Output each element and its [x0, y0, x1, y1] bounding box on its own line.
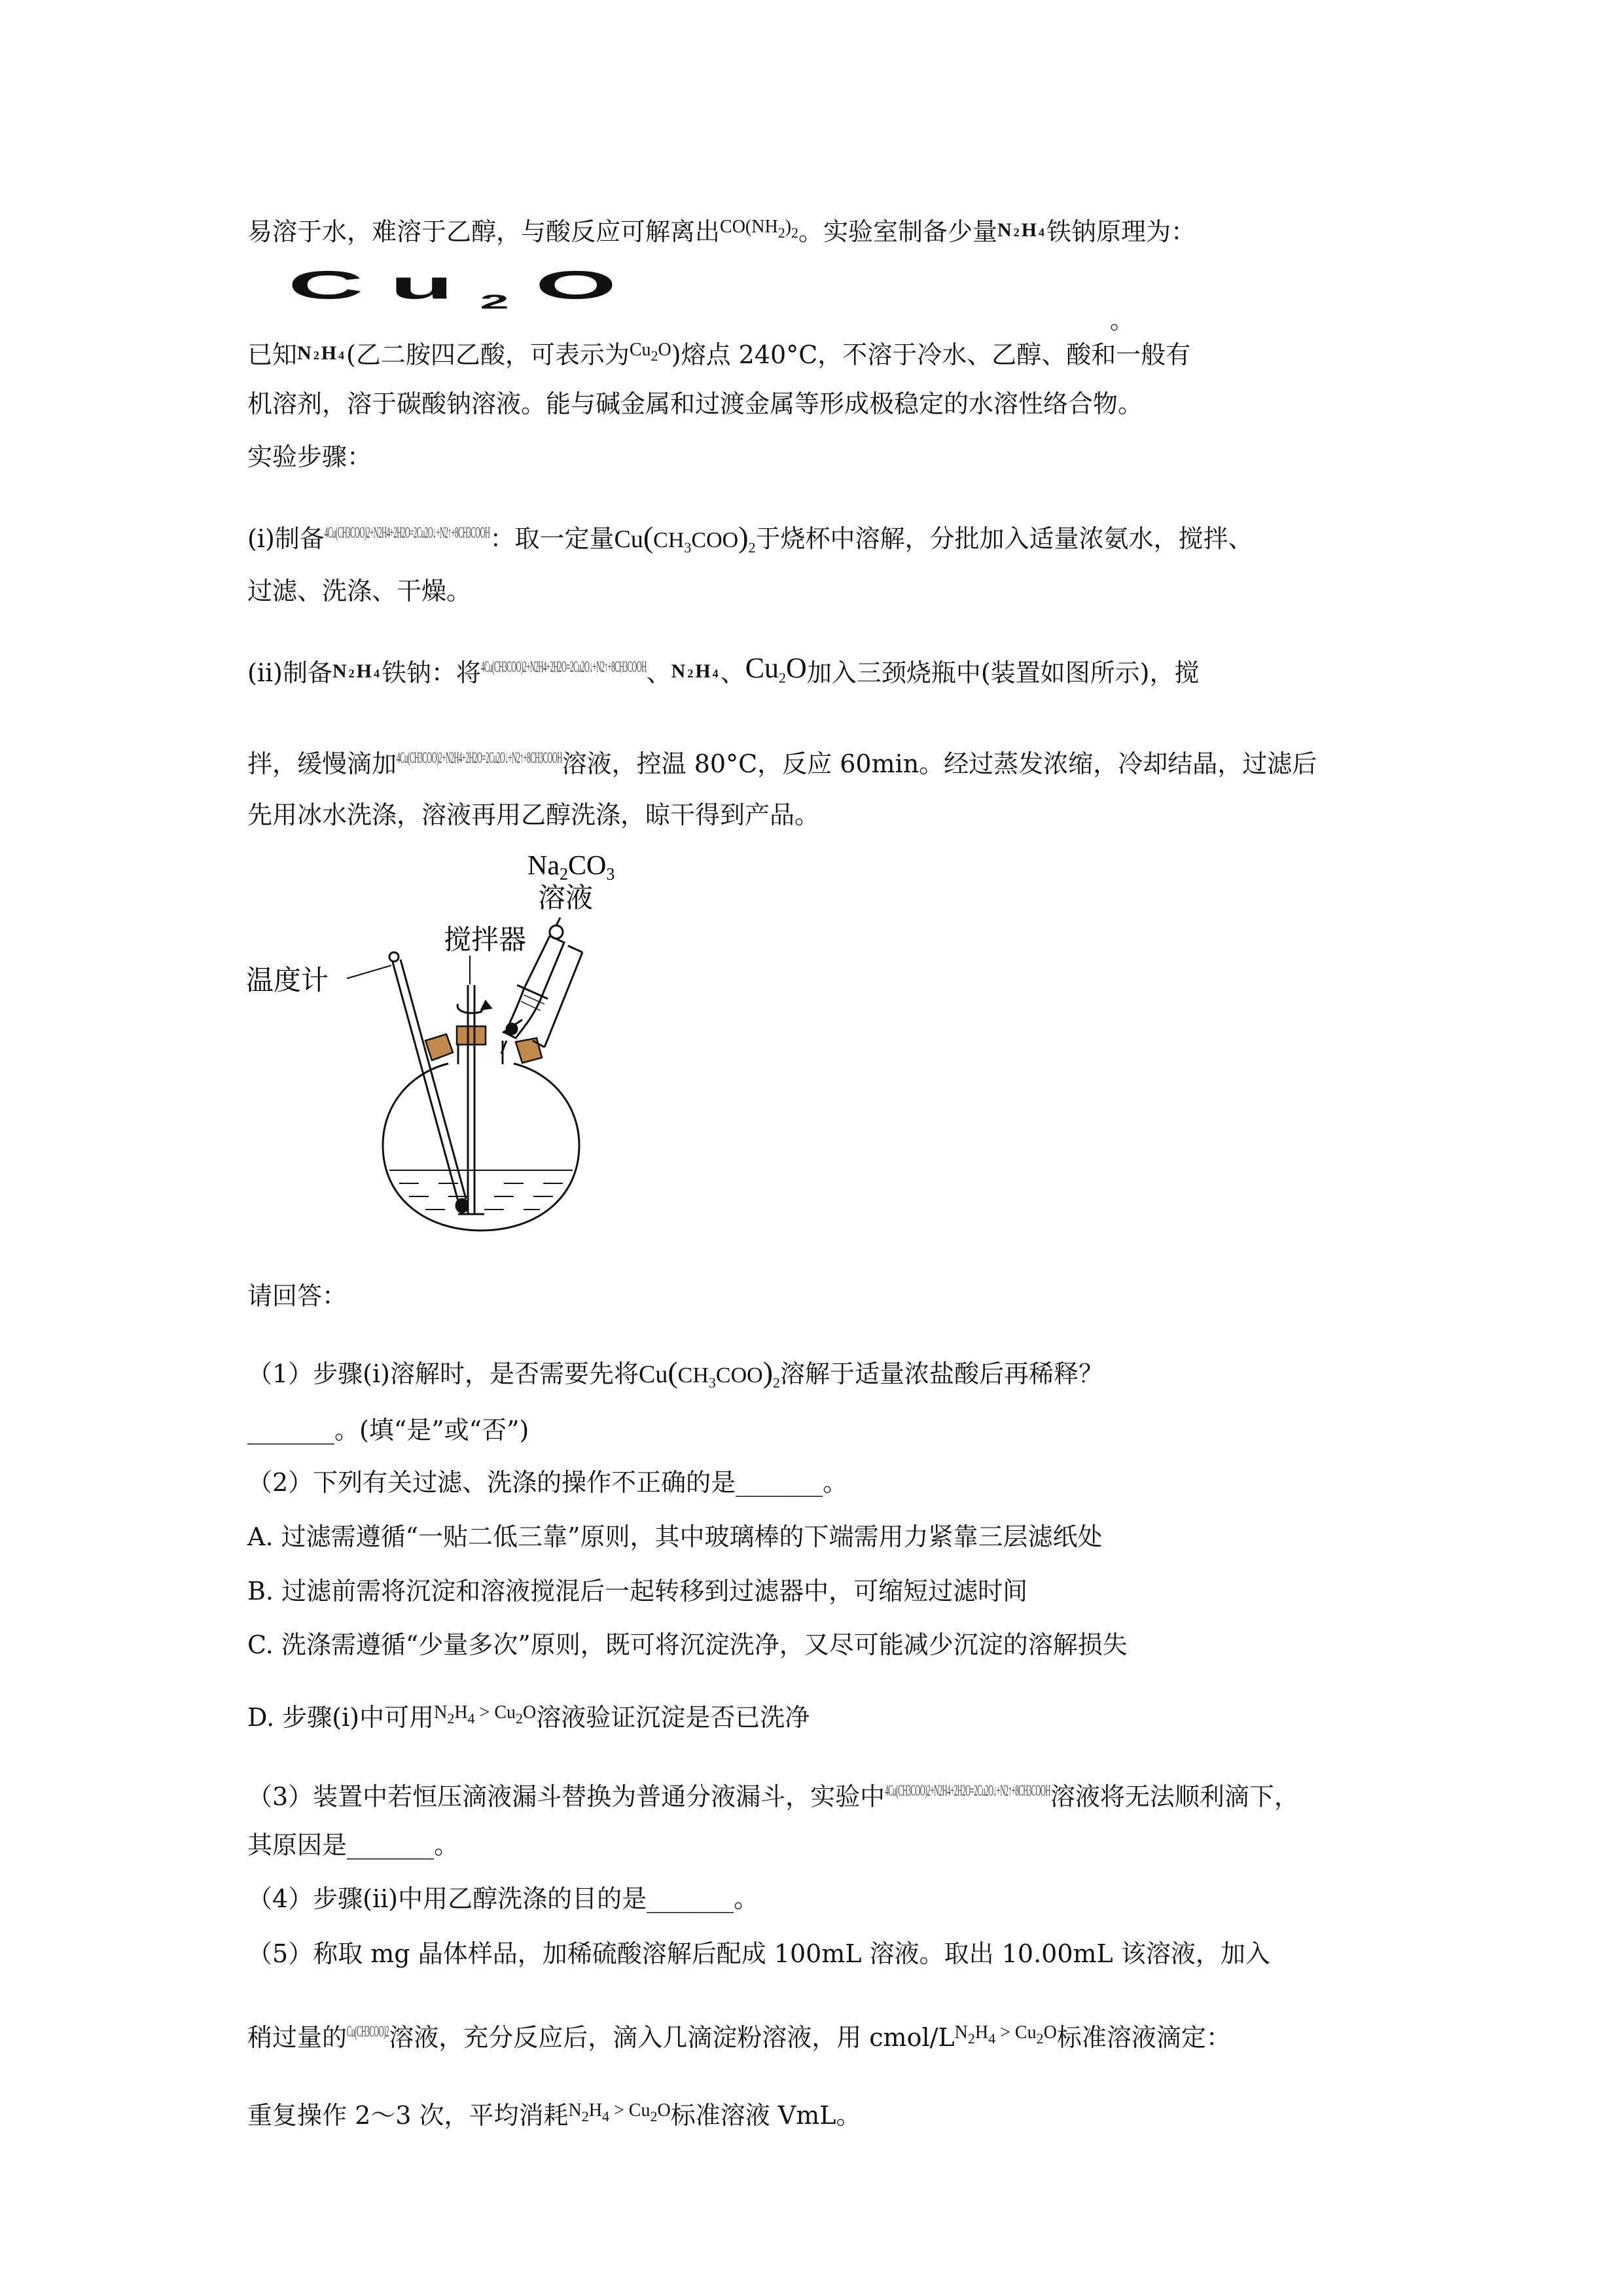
- stirrer-label: 搅拌器: [444, 925, 527, 956]
- copper-acetate-formula: $Cu(CH_3COO)_2$: [614, 520, 756, 556]
- step-1-line-2: 过滤、洗涤、干燥。: [247, 577, 472, 605]
- question-1-line-1: （1）步骤(ⅰ)溶解时，是否需要先将$Cu(CH_3COO)_2$溶解于适量浓盐酸后再稀释？: [247, 1355, 1104, 1391]
- step-1-line-1: (ⅰ)制备4Cu(CH3COO)2+N2H4+2H2O=2Cu2O↓+N2↑+8CH3COOH：取一定量$Cu(CH_3COO)_2$于烧杯中溶解，分批加入适量浓氨水，搅拌、: [247, 517, 1253, 564]
- n2h4-formula: N2H4: [997, 219, 1047, 241]
- urea-formula: CO(NH2)2: [720, 217, 799, 241]
- n2h4-cu2o-formula: N2H4 > Cu2O: [568, 2100, 671, 2125]
- option-b: B. 过滤前需将沉淀和溶液搅混后一起转移到过滤器中，可缩短过滤时间: [247, 1577, 1028, 1605]
- option-c: C. 洗涤需遵循“少量多次”原则，既可将沉淀洗净，又尽可能减少沉淀的溶解损失: [247, 1630, 1128, 1659]
- copper-acetate-formula: $Cu(CH_3COO)_2$: [638, 1355, 781, 1391]
- reaction-equation-banner: $Cu_2O$: [288, 262, 643, 313]
- apparatus-figure: [242, 844, 700, 1276]
- n2h4-formula: N2H4: [297, 342, 347, 364]
- equation-image: 4Cu(CH3COO)2+N2H4+2H2O=2Cu2O↓+N2↑+8CH3COOH: [885, 1782, 1050, 1801]
- stoppers: [425, 1026, 542, 1063]
- question-5-line-1: （5）称取 mg 晶体样品，加稀硫酸溶解后配成 100mL 溶液。取出 10.00mL 该溶液，加入: [247, 1939, 1270, 1968]
- question-3-line-1: （3）装置中若恒压滴液漏斗替换为普通分液漏斗，实验中4Cu(CH3COO)2+N2H4+2H2O=2Cu2O↓+N2↑+8CH3COOH溶液将无法顺利滴下，: [247, 1775, 1299, 1813]
- steps-heading: 实验步骤：: [247, 442, 372, 471]
- equation-image: 4Cu(CH3COO)2+N2H4+2H2O=2Cu2O↓+N2↑+8CH3COOH: [481, 658, 647, 677]
- step-2-line-1: (ⅱ)制备N2H4铁钠：将4Cu(CH3COO)2+N2H4+2H2O=2Cu2O↓+N2↑+8CH3COOH、N2H4、$Cu_2O$加入三颈烧瓶中(装置如图所示)，搅: [247, 651, 1199, 694]
- question-2: （2）下列有关过滤、洗涤的操作不正确的是_______。: [247, 1468, 848, 1497]
- banner-period: 。: [1110, 308, 1134, 334]
- question-4: （4）步骤(ⅱ)中用乙醇洗涤的目的是_______。: [247, 1884, 759, 1913]
- intro-line-3: 机溶剂，溶于碳酸钠溶液。能与碱金属和过渡金属等形成极稳定的水溶性络合物。: [247, 389, 1143, 418]
- thermometer-label: 温度计: [246, 966, 329, 996]
- three-neck-flask: [383, 1041, 579, 1230]
- n2h4-cu2o-formula: N2H4 > Cu2O: [954, 2022, 1057, 2047]
- question-5-line-3: 重复操作 2～3 次，平均消耗$^{N_2H_4 > Cu_2O}$标准溶液 VmL。: [247, 2100, 861, 2130]
- intro-line-1: 易溶于水，难溶于乙醇，与酸反应可解离出$^{CO(NH_2)_2}$。实验室制备少量N2H4铁钠原理为：: [247, 217, 1196, 246]
- thermometer-leader: [347, 965, 391, 978]
- answer-prompt: 请回答：: [247, 1282, 348, 1310]
- question-3-line-2: 其原因是_______。: [247, 1831, 459, 1859]
- step-2-line-3: 先用冰水洗涤，溶液再用乙醇洗涤，晾干得到产品。: [247, 800, 820, 829]
- reagent-formula: Na2CO3: [527, 851, 615, 884]
- question-5-line-2: 稍过量的Cu(CH3COO)2溶液，充分反应后，滴入几滴淀粉溶液，用 cmol/$L^{N_2H_4 > Cu_2O}$标准溶液滴定：: [247, 2016, 1231, 2055]
- equation-image: 4Cu(CH3COO)2+N2H4+2H2O=2Cu2O↓+N2↑+8CH3COOH: [397, 749, 562, 768]
- option-d: D. 步骤(ⅰ)中可用$^{N_2H_4 > Cu_2O}$溶液验证沉淀是否已洗净: [247, 1702, 810, 1732]
- option-a: A. 过滤需遵循“一贴二低三靠”原则，其中玻璃棒的下端需用力紧靠三层滤纸处: [247, 1522, 1103, 1551]
- cu2o-formula: Cu2O: [629, 340, 671, 364]
- thermometer: [389, 952, 468, 1212]
- liquid: [389, 1170, 573, 1210]
- n2h4-cu2o-formula: N2H4 > Cu2O: [434, 1702, 537, 1727]
- cu2o-formula: $Cu_2O$: [745, 652, 807, 686]
- reagent-label: 溶液: [538, 884, 594, 914]
- stirrer: [457, 985, 491, 1214]
- equation-image: 4Cu(CH3COO)2+N2H4+2H2O=2Cu2O↓+N2↑+8CH3COOH: [324, 524, 490, 543]
- copper-acetate-image: Cu(CH3COO)2: [347, 2023, 389, 2041]
- intro-line-2: 已知N2H4(乙二胺四乙酸，可表示为$^{Cu_2O}$)熔点 240°C，不溶于冷水、乙醇、酸和一般有: [247, 340, 1191, 369]
- question-1-line-2: _______。(填“是”或“否”): [247, 1416, 529, 1444]
- step-2-line-2: 拌，缓慢滴加4Cu(CH3COO)2+N2H4+2H2O=2Cu2O↓+N2↑+8CH3COOH溶液，控温 80°C，反应 60min。经过蒸发浓缩，冷却结晶，过滤后: [247, 742, 1317, 780]
